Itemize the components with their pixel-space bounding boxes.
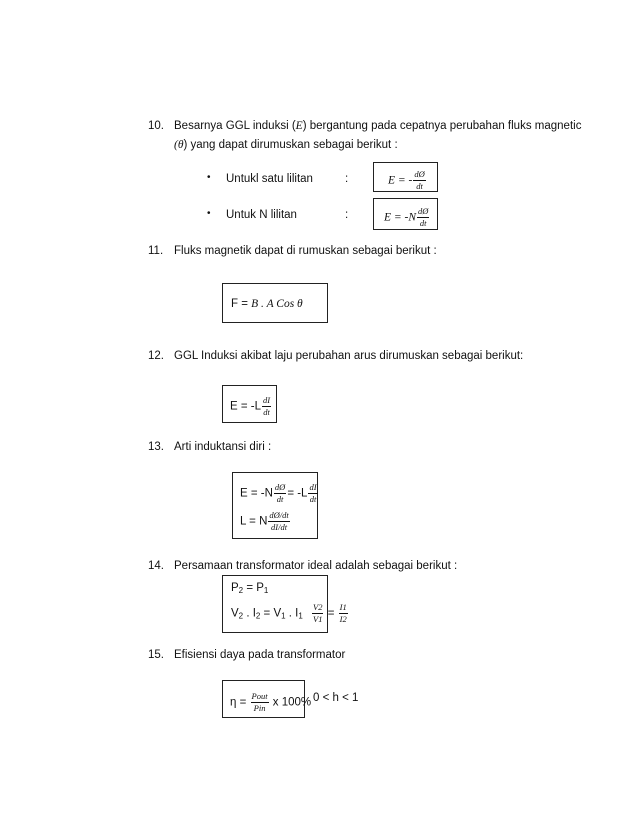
formula-box-inductance — [232, 472, 318, 539]
eff-rhs: x 100% — [272, 696, 312, 709]
item-10-b2-label: Untuk N lilitan — [226, 209, 297, 221]
l13-num: dØ/dt — [269, 510, 289, 520]
bullet-icon: • — [207, 208, 211, 219]
b1-num: dØ — [414, 169, 425, 179]
flux-lhs: F = — [231, 298, 252, 310]
voltage-current-equation: $V_2$ . $I_2 = V_1$ . $I_1$ $\frac{V2}{V1}$ = $\frac{I1}{I2}$ — [231, 602, 347, 624]
b2-num: dØ — [418, 206, 429, 216]
item-10-line2-text: ) yang dapat dirumuskan sebagai berikut : — [183, 139, 398, 151]
flux-rhs: B . A Cos θ — [251, 298, 303, 310]
ratio-v: $\frac{V2}{V1}$ — [313, 602, 323, 624]
e13-num2: dI — [309, 482, 317, 492]
b2-fraction — [417, 207, 429, 228]
eff-lhs: η = — [230, 696, 247, 709]
item-13-text: Arti induktansi diri : — [174, 441, 272, 453]
power-equation: $P_2 = P_1$ — [231, 582, 269, 595]
l13-lhs: L = N — [240, 515, 268, 528]
bullet-icon: • — [207, 172, 211, 183]
item-10-line1-suffix: ) bergantung pada cepatnya perubahan fluks magnetic — [302, 120, 582, 132]
b2-lhs: E = -N — [384, 211, 417, 224]
item-10-var-e: E — [295, 120, 303, 132]
e13-lhs: E = -N — [240, 487, 273, 500]
item-12-text: GGL Induksi akibat laju perubahan arus dirumuskan sebagai berikut: — [174, 350, 524, 362]
formula-box-efficiency — [222, 680, 312, 718]
item-14-number: 14. — [148, 560, 164, 572]
e12-den: dt — [263, 407, 270, 417]
e13-fraction2 — [308, 483, 317, 504]
eff-fraction — [251, 692, 269, 713]
item-10-b1-colon: : — [345, 173, 349, 185]
item-10-line1 — [174, 119, 581, 133]
formula-box-self-induction — [222, 385, 277, 423]
ratio-i: $\frac{I1}{I2}$ — [339, 602, 347, 624]
eff-den: Pin — [253, 703, 266, 713]
efficiency-range: 0 < h < 1 — [313, 692, 359, 704]
item-12-number: 12. — [148, 350, 164, 362]
l13-fraction — [268, 511, 289, 532]
l13-den: dI/dt — [271, 522, 288, 532]
formula-box-flux — [222, 283, 328, 323]
item-11-number: 11. — [148, 245, 164, 257]
item-15-text: Efisiensi daya pada transformator — [174, 649, 346, 661]
formula-box-one-turn — [373, 162, 438, 192]
e13-den2: dt — [309, 494, 317, 504]
b1-lhs: E = - — [388, 174, 413, 187]
e12-num: dI — [263, 395, 271, 405]
item-10-line1-prefix: Besarnya GGL induksi ( — [174, 120, 296, 132]
e13-fraction1 — [274, 483, 286, 504]
item-10-b1-label: Untukl satu lilitan — [226, 173, 313, 185]
item-15-number: 15. — [148, 649, 164, 661]
item-10-number: 10. — [148, 120, 164, 132]
item-13-number: 13. — [148, 441, 164, 453]
e12-fraction — [262, 396, 271, 417]
b2-den: dt — [419, 218, 427, 228]
e12-lhs: E = -L — [230, 400, 262, 413]
item-10-var-theta: (θ — [174, 139, 184, 151]
formula-box-n-turns — [373, 198, 438, 230]
item-10-b2-colon: : — [345, 209, 349, 221]
e13-den1: dt — [276, 494, 284, 504]
b1-fraction — [413, 170, 425, 191]
item-10-line2 — [174, 138, 398, 152]
item-11-text: Fluks magnetik dapat di rumuskan sebagai berikut : — [174, 245, 437, 257]
item-14-text: Persamaan transformator ideal adalah sebagai berikut : — [174, 560, 458, 572]
e13-mid: = -L — [287, 487, 308, 500]
e13-num1: dØ — [274, 482, 286, 492]
b1-den: dt — [416, 181, 423, 191]
formula-box-transformer — [222, 575, 347, 633]
eff-num: Pout — [251, 691, 268, 701]
